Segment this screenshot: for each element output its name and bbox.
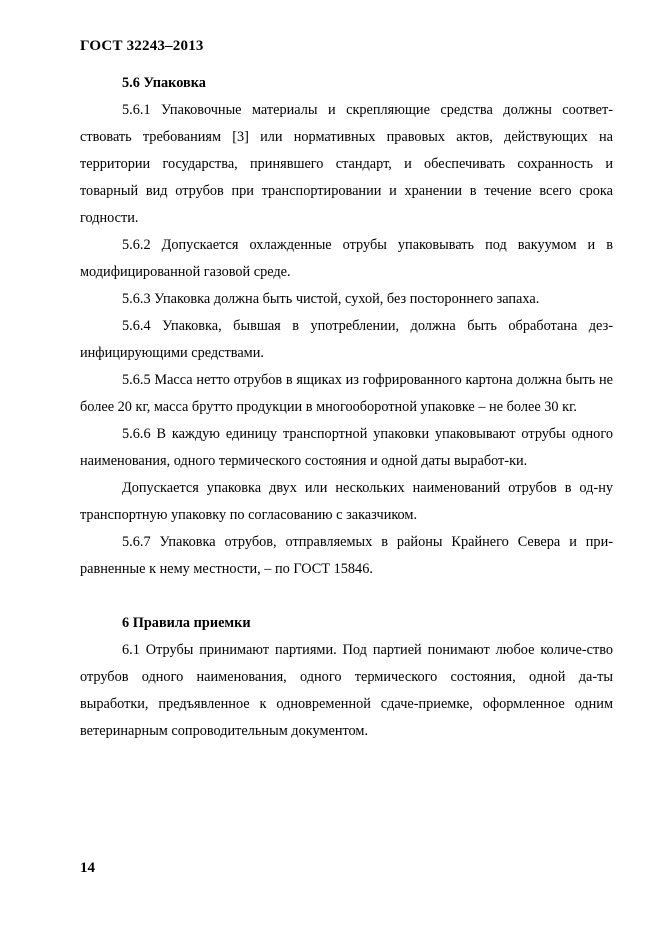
paragraph-6-1: 6.1 Отрубы принимают партиями. Под партией понимают любое количе-ство отрубов одного наименования, одного термического состояния, одной да-ты выработки, предъявленное к одновременной сдаче-приемке, оформленное одним ветеринарным сопроводительным документом. [80, 642, 613, 739]
document-body [80, 70, 613, 745]
paragraph-5-6-1: 5.6.1 Упаковочные материалы и скрепляющие средства должны соответ-ствовать требованиям [3] или нормативных правовых актов, действующих на территории государства, принявшего стандарт, и обеспечивать сохранность и товарный вид отрубов при транспортировании и хранении в течение всего срока годности. [80, 102, 613, 226]
document-header: ГОСТ 32243–2013 [80, 38, 204, 54]
page-number: 14 [80, 860, 95, 876]
paragraph-5-6-2: 5.6.2 Допускается охлажденные отрубы упаковывать под вакуумом и в модифицированной газовой среде. [80, 237, 613, 280]
section-spacer [80, 583, 613, 610]
section-title-6: 6 Правила приемки [122, 615, 251, 631]
paragraph-5-6-3: 5.6.3 Упаковка должна быть чистой, сухой, без постороннего запаха. [122, 291, 540, 307]
paragraph-5-6-6-note: Допускается упаковка двух или нескольких наименований отрубов в од-ну транспортную упаковку по согласованию с заказчиком. [80, 480, 613, 523]
paragraph-5-6-6: 5.6.6 В каждую единицу транспортной упаковки упаковывают отрубы одного наименования, одного термического состояния и одной даты выработ-ки. [80, 426, 613, 469]
section-title-5-6: 5.6 Упаковка [122, 75, 206, 91]
paragraph-5-6-4: 5.6.4 Упаковка, бывшая в употреблении, должна быть обработана дез-инфицирующими средствами. [80, 318, 613, 361]
paragraph-5-6-5: 5.6.5 Масса нетто отрубов в ящиках из гофрированного картона должна быть не более 20 кг, масса брутто продукции в многооборотной упаковке – не более 30 кг. [80, 372, 613, 415]
paragraph-5-6-7: 5.6.7 Упаковка отрубов, отправляемых в районы Крайнего Севера и при-равненные к нему местности, – по ГОСТ 15846. [80, 534, 613, 577]
